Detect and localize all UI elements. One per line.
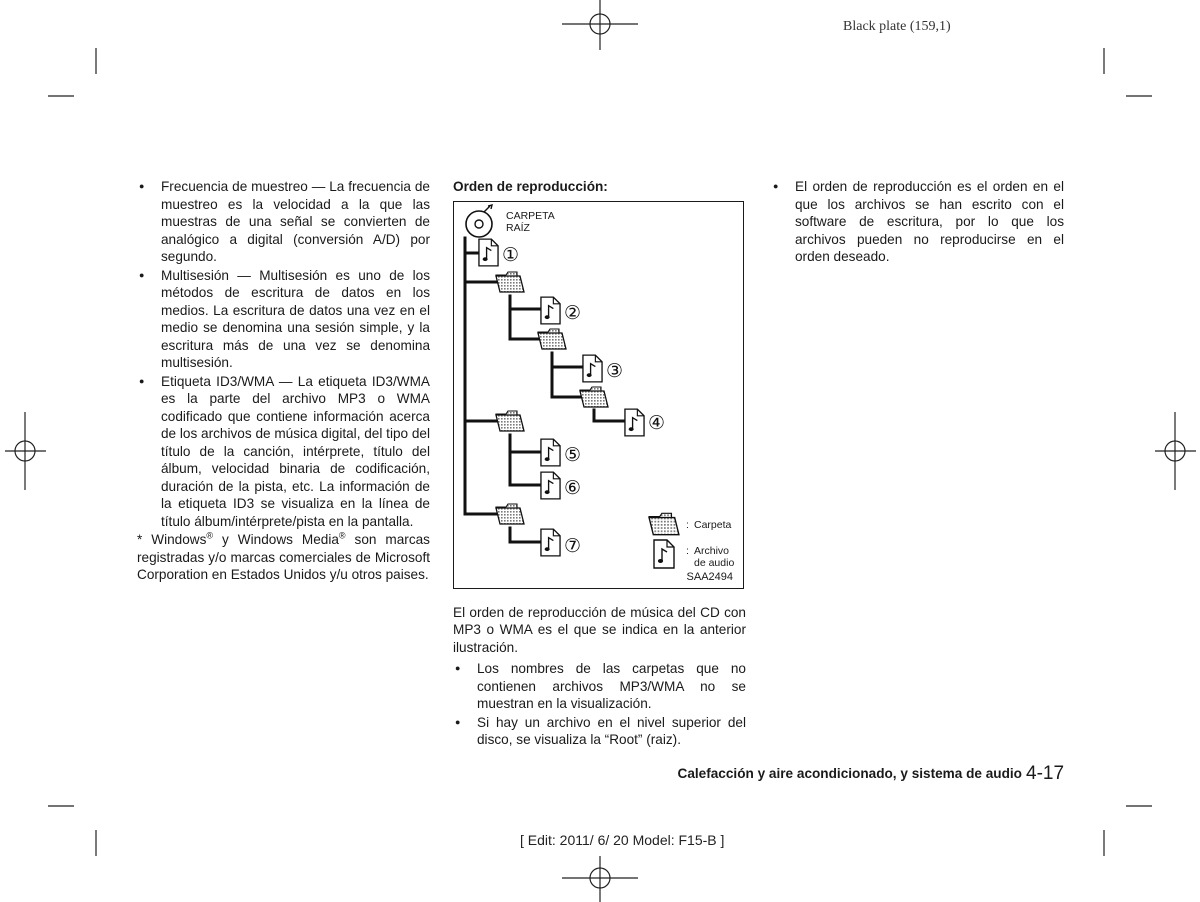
list-item: ● Multisesión — Multisesión es uno de los métodos de escritura de datos en los medios. La escritura de datos una vez en el medio se denomina una sesión simple, y la escritura más de una vez se denomina multisesión. <box>137 267 430 372</box>
folder-tree-drawing <box>454 202 745 590</box>
list-item: ● Los nombres de las carpetas que no contienen archivos MP3/WMA no se muestran en la visualización. <box>453 660 746 713</box>
legend-folder-colon: : <box>686 518 689 531</box>
audio-file-icon <box>541 472 560 499</box>
folder-icon <box>538 329 566 349</box>
list-item: ● Frecuencia de muestreo — La frecuencia de muestreo es la velocidad a la que las muestras de una señal se convierten de analógico a digital (conversión A/D) por segundo. <box>137 178 430 266</box>
registered-mark: ® <box>338 530 346 541</box>
folder-icon <box>580 387 608 407</box>
folder-icon <box>496 504 524 524</box>
file-number-3: ③ <box>606 359 624 382</box>
middle-bullet-list <box>453 660 746 749</box>
disc-icon <box>466 205 492 237</box>
middle-column <box>453 178 746 750</box>
folder-icon <box>496 272 524 292</box>
list-item: ● Si hay un archivo en el nivel superior del disco, se visualiza la “Root” (raiz). <box>453 714 746 749</box>
figure-code: SAA2494 <box>686 570 733 583</box>
trademark-footnote <box>137 531 430 584</box>
root-folder-label-line1: CARPETA <box>506 209 555 222</box>
playback-order-diagram <box>453 201 744 589</box>
footnote-prefix: * Windows <box>137 532 207 547</box>
root-folder-label-line2: RAÍZ <box>506 221 530 234</box>
left-bullet-list <box>137 178 430 530</box>
legend-file-label-line2: de audio <box>694 556 735 569</box>
footnote-middle: y Windows Media <box>213 532 339 547</box>
file-number-4: ④ <box>648 411 666 434</box>
audio-file-icon <box>583 355 602 382</box>
audio-file-icon <box>625 409 644 436</box>
file-number-2: ② <box>564 301 582 324</box>
legend-file-label-line1: Archivo <box>694 544 730 557</box>
registered-mark: ® <box>206 530 214 541</box>
file-number-6: ⑥ <box>564 476 582 499</box>
playback-order-paragraph: El orden de reproducción de música del CD con MP3 o WMA es el que se indica en la anterior ilustración. <box>453 604 746 655</box>
page-number: 4-17 <box>1026 763 1065 784</box>
footnote-rest: son marcas registradas y/o marcas comerciales de Microsoft Corporation en Estados Unidos y/u otros paises. <box>137 532 430 582</box>
file-number-5: ⑤ <box>564 443 582 466</box>
right-column <box>771 178 1064 267</box>
audio-file-icon <box>541 297 560 324</box>
right-bullet-list <box>771 178 1064 266</box>
legend-file-icon <box>654 540 674 568</box>
audio-file-icon <box>541 439 560 466</box>
section-heading: Orden de reproducción: <box>453 179 608 194</box>
audio-file-icon <box>479 239 498 266</box>
list-item: ● Etiqueta ID3/WMA — La etiqueta ID3/WMA es la parte del archivo MP3 o WMA codificado que contiene información acerca de los archivos de música digital, del tipo del título de la canción, intérprete, título del álbum, velocidad binaria de codificación, duración de la pista, etc. La información de la etiqueta ID3 se visualiza en la línea de título álbum/intérprete/pista en la pantalla. <box>137 373 430 531</box>
audio-file-icon <box>541 529 560 556</box>
plate-label: Black plate (159,1) <box>843 19 951 34</box>
file-number-1: ① <box>502 243 520 266</box>
folder-icon <box>496 411 524 431</box>
list-item: ● El orden de reproducción es el orden en el que los archivos se han escrito con el software de escritura, por lo que los archivos pueden no reproducirse en el orden deseado. <box>771 178 1064 266</box>
chapter-title: Calefacción y aire acondicionado, y sistema de audio <box>677 766 1022 781</box>
legend-folder-label: Carpeta <box>694 518 732 531</box>
edit-info: [ Edit: 2011/ 6/ 20 Model: F15-B ] <box>520 832 725 848</box>
legend-folder-icon <box>649 513 679 534</box>
legend-file-colon: : <box>686 544 689 557</box>
file-number-7: ⑦ <box>564 534 582 557</box>
left-column <box>137 178 430 584</box>
